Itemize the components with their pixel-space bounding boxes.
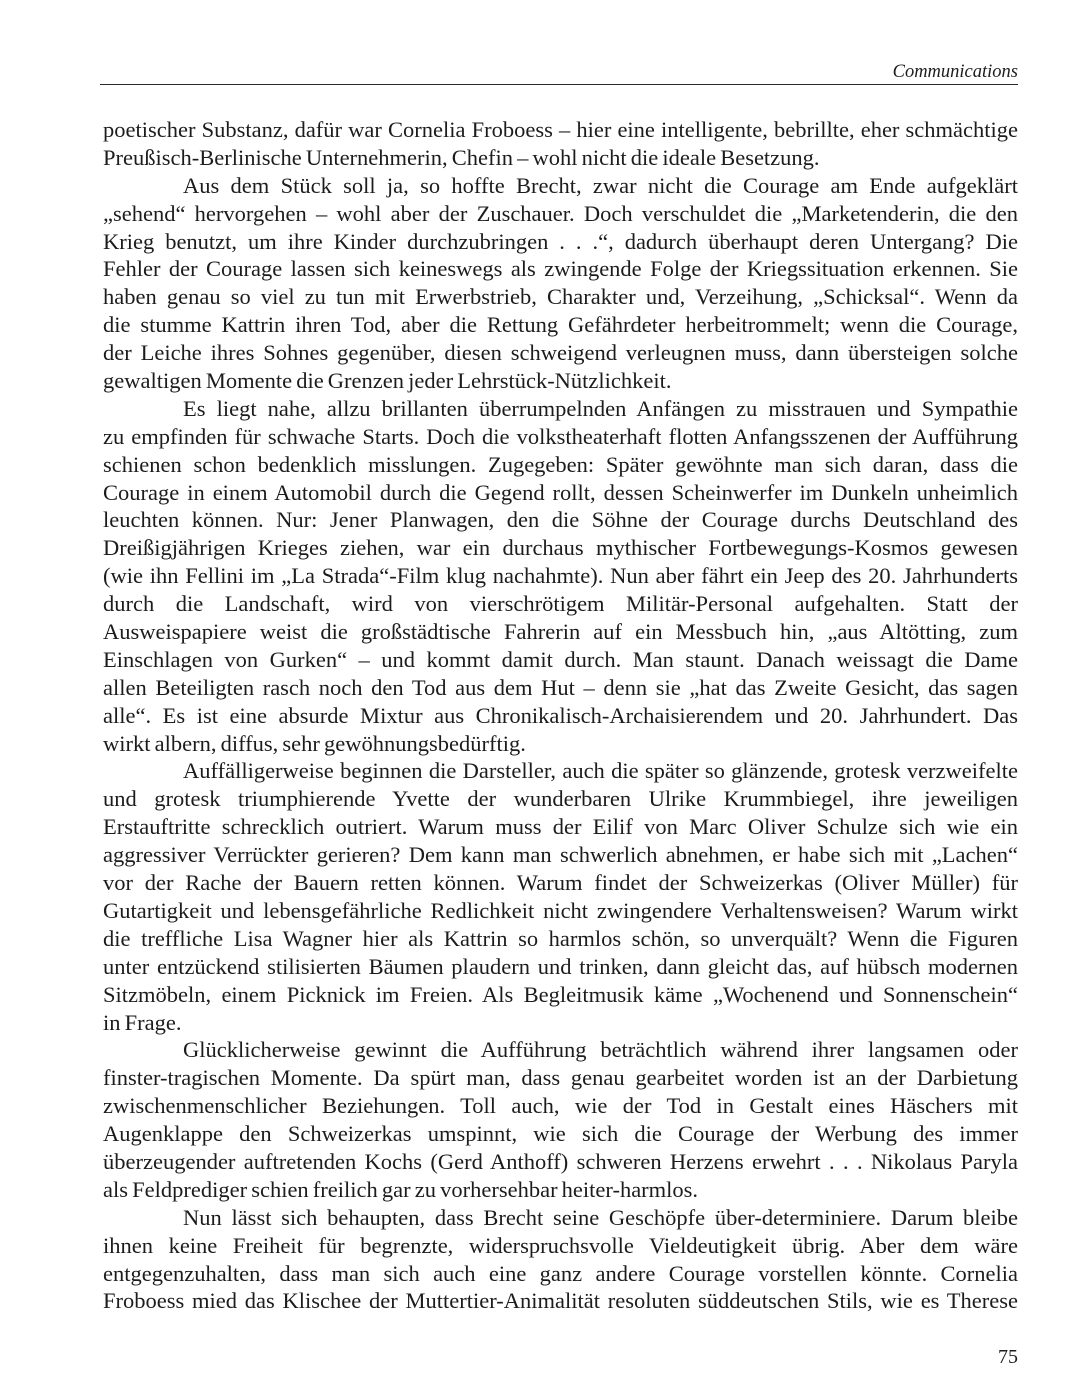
text-line: Erstauftritte schrecklich outriert. Warum muss der Eilif von Marc Oliver Schulze sich wie ein bbox=[103, 814, 1018, 840]
text-line: Fehler der Courage lassen sich keineswegs als zwingende Folge der Kriegssituation erkennen. Sie bbox=[103, 256, 1018, 282]
text-line: Es liegt nahe, allzu brillanten überrumpelnden Anfängen zu misstrauen und Sympathie bbox=[183, 395, 1018, 421]
text-line: Augenklappe den Schweizerkas umspinnt, wie sich die Courage der Werbung des immer bbox=[103, 1121, 1018, 1147]
text-line: durch die Landschaft, wird von vierschrötigem Militär-Personal aufgehalten. Statt der bbox=[103, 591, 1018, 617]
text-line: Courage in einem Automobil durch die Gegend rollt, dessen Scheinwerfer im Dunkeln unheimlich bbox=[103, 479, 1018, 505]
text-line: überzeugender auftretenden Kochs (Gerd Anthoff) schweren Herzens erwehrt . . . Nikolaus Paryla bbox=[103, 1148, 1018, 1174]
text-line: entgegenzuhalten, dass man sich auch eine ganz andere Courage vorstellen könnte. Cornelia bbox=[103, 1260, 1018, 1286]
text-line: Glücklicherweise gewinnt die Aufführung beträchtlich während ihrer langsamen oder bbox=[183, 1037, 1018, 1063]
text-line: die stumme Kattrin ihren Tod, aber die Rettung Gefährdeter herbeitrommelt; wenn die Courage, bbox=[103, 312, 1018, 338]
text-line: Gutartigkeit und lebensgefährliche Redlichkeit nicht zwingendere Verhaltensweisen? Warum wirkt bbox=[103, 897, 1018, 923]
text-line: Einschlagen von Gurken“ – und kommt damit durch. Man staunt. Danach weissagt die Dame bbox=[103, 646, 1018, 672]
text-line: vor der Rache der Bauern retten können. Warum findet der Schweizerkas (Oliver Müller) für bbox=[103, 870, 1018, 896]
text-line: leuchten können. Nur: Jener Planwagen, den die Söhne der Courage durchs Deutschland des bbox=[103, 507, 1018, 533]
text-line: Froboess mied das Klischee der Muttertier-Animalität resoluten süddeutschen Stils, wie es Therese bbox=[103, 1288, 1018, 1314]
paragraph bbox=[103, 1036, 1018, 1203]
header-rule bbox=[100, 84, 1018, 85]
text-line: Preußisch-Berlinische Unternehmerin, Chefin – wohl nicht die ideale Besetzung. bbox=[103, 144, 820, 170]
text-line: „sehend“ hervorgehen – wohl aber der Zuschauer. Doch verschuldet die „Marketenderin, die den bbox=[103, 200, 1018, 226]
text-line: Ausweispapiere weist die großstädtische Fahrerin auf ein Messbuch hin, „aus Altötting, zum bbox=[103, 619, 1018, 645]
text-line: allen Beteiligten rasch noch den Tod aus dem Hut – denn sie „hat das Zweite Gesicht, das sagen bbox=[103, 674, 1018, 700]
text-line: wirkt albern, diffus, sehr gewöhnungsbedürftig. bbox=[103, 730, 526, 756]
paragraph bbox=[103, 395, 1018, 758]
text-line: (wie ihn Fellini im „La Strada“-Film klug nachahmte). Nun aber fährt ein Jeep des 20. Jahrhunderts bbox=[103, 563, 1018, 589]
text-line: poetischer Substanz, dafür war Cornelia Froboess – hier eine intelligente, bebrillte, eher schmächtige bbox=[103, 117, 1018, 142]
text-line: zu empfinden für schwache Starts. Doch die volkstheaterhaft flotten Anfangsszenen der Aufführung bbox=[103, 423, 1018, 449]
paragraph bbox=[103, 172, 1018, 395]
text-line: aggressiver Verrückter gerieren? Dem kann man schwerlich abnehmen, er habe sich mit „Lachen“ bbox=[103, 842, 1018, 868]
text-line: finster-tragischen Momente. Da spürt man, dass genau gearbeitet worden ist an der Darbietung bbox=[103, 1065, 1018, 1091]
paragraph bbox=[103, 757, 1018, 1036]
running-head: Communications bbox=[892, 62, 1018, 82]
text-line: haben genau so viel zu tun mit Erwerbstrieb, Charakter und, Verzeihung, „Schicksal“. Wenn da bbox=[103, 284, 1018, 310]
page-number: 75 bbox=[998, 1346, 1018, 1368]
text-line: unter entzückend stilisierten Bäumen plaudern und trinken, dann gleicht das, auf hübsch modernen bbox=[103, 953, 1018, 979]
text-line: der Leiche ihres Sohnes gegenüber, diesen schweigend verleugnen muss, dann übersteigen solche bbox=[103, 340, 1018, 366]
text-line: und grotesk triumphierende Yvette der wunderbaren Ulrike Krummbiegel, ihre jeweiligen bbox=[103, 786, 1018, 812]
text-line: die treffliche Lisa Wagner hier als Kattrin so harmlos schön, so unverquält? Wenn die Figuren bbox=[103, 925, 1018, 951]
article-body bbox=[103, 116, 1018, 1315]
paragraph bbox=[103, 116, 1018, 172]
text-line: gewaltigen Momente die Grenzen jeder Lehrstück-Nützlichkeit. bbox=[103, 368, 672, 394]
text-line: Auffälligerweise beginnen die Darsteller, auch die später so glänzende, grotesk verzweifelte bbox=[183, 758, 1018, 784]
paragraph bbox=[103, 1204, 1018, 1316]
text-line: Sitzmöbeln, einem Picknick im Freien. Als Begleitmusik käme „Wochenend und Sonnenschein“ bbox=[103, 981, 1018, 1007]
text-line: Dreißigjährigen Krieges ziehen, war ein durchaus mythischer Fortbewegungs-Kosmos gewesen bbox=[103, 535, 1018, 561]
text-line: Krieg benutzt, um ihre Kinder durchzubringen . . .“, dadurch überhaupt deren Untergang? Die bbox=[103, 228, 1018, 254]
text-line: ihnen keine Freiheit für begrenzte, widerspruchsvolle Vieldeutigkeit übrig. Aber dem wäre bbox=[103, 1232, 1018, 1258]
text-line: als Feldprediger schien freilich gar zu vorhersehbar heiter-harmlos. bbox=[103, 1176, 699, 1202]
text-line: Aus dem Stück soll ja, so hoffte Brecht, zwar nicht die Courage am Ende aufgeklärt bbox=[183, 172, 1018, 198]
text-line: alle“. Es ist eine absurde Mixtur aus Chronikalisch-Archaisierendem und 20. Jahrhundert. Das bbox=[103, 702, 1018, 728]
text-line: schienen schon bedenklich misslungen. Zugegeben: Später gewöhnte man sich daran, dass die bbox=[103, 451, 1018, 477]
text-line: Nun lässt sich behaupten, dass Brecht seine Geschöpfe über-determiniere. Darum bleibe bbox=[183, 1204, 1018, 1230]
text-line: in Frage. bbox=[103, 1009, 182, 1035]
text-line: zwischenmenschlicher Beziehungen. Toll auch, wie der Tod in Gestalt eines Häschers mit bbox=[103, 1093, 1018, 1119]
